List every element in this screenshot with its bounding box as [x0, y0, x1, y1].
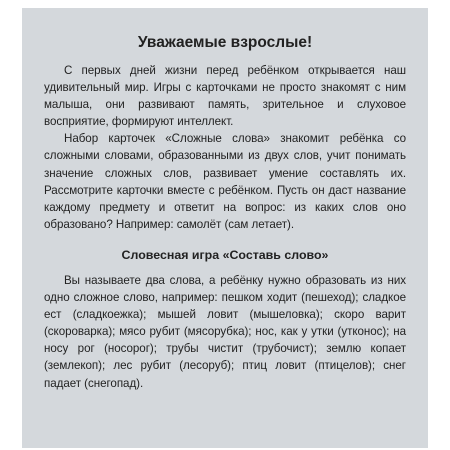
- game-title: Словесная игра «Составь слово»: [121, 247, 329, 262]
- card-title: Уважаемые взрослые!: [137, 34, 313, 51]
- game-description-paragraph: Вы называете два слова, а ребёнку нужно образовать из них одно сложное слово, например: пешком ходит (пешеход); сладкое ест (сладкоежка); мышей ловит (мышеловка); скоро варит (скороварка); мясо рубит (мясорубка); нос, как у утки (утконос); на носу рог (носорог); трубы чистит (трубочист); землю копает (землекоп); лес рубит (лесоруб); птиц ловит (птицелов); снег падает (снегопад).: [44, 273, 406, 390]
- intro-paragraph: С первых дней жизни перед ребёнком открывается наш удивительный мир. Игры с карточками не просто знакомят с ним малыша, они развивают память, зрительное и слуховое восприятие, формируют интеллект.: [44, 64, 406, 129]
- set-description-paragraph: Набор карточек «Сложные слова» знакомит ребёнка со сложными словами, образованными из двух слов, учит понимать значение сложных слов, развивает умение составлять их. Рассмотрите карточки вместе с ребёнком. Пусть он даст название каждому предмету и ответит на вопрос: из каких слов оно образовано? Например: самолёт (сам летает).: [44, 132, 406, 231]
- instruction-card: [22, 8, 428, 448]
